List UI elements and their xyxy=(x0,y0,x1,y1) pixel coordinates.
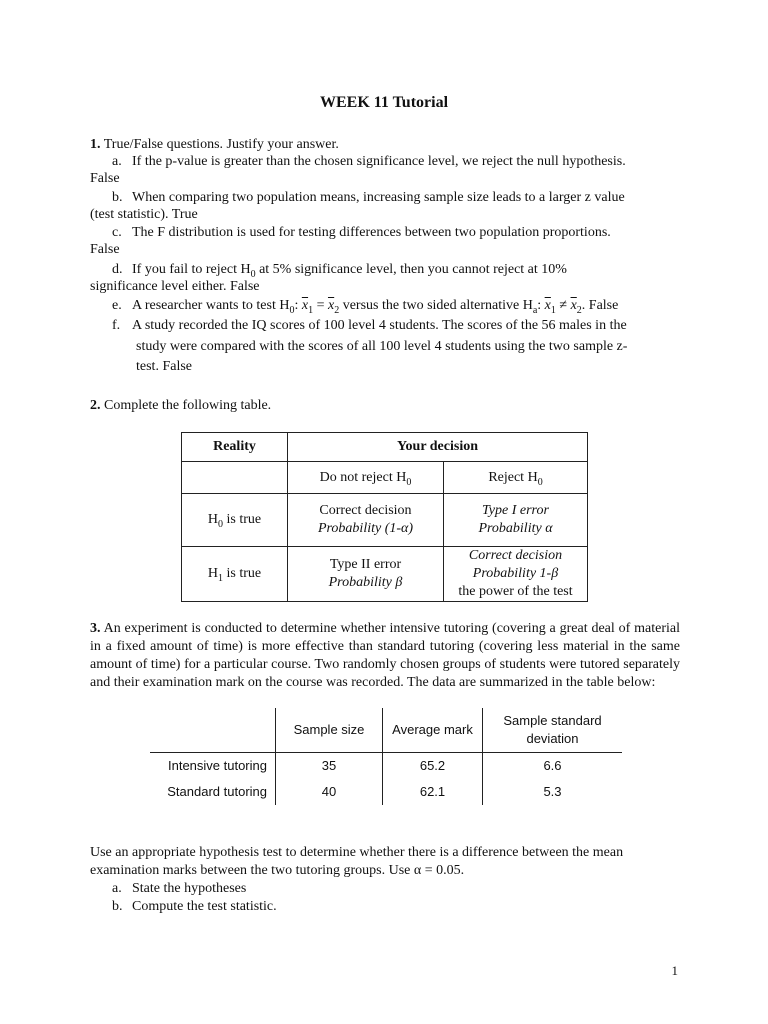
sample-size-cell: 35 xyxy=(276,753,383,780)
q2-prompt xyxy=(90,397,271,415)
q1b-letter: b. xyxy=(112,190,123,205)
q1c-letter: c. xyxy=(112,225,122,240)
h0-symbol: H xyxy=(207,512,218,527)
q1a-text: If the p-value is greater than the chosen significance level, we reject the null hypothesis. xyxy=(132,154,626,169)
sample-sd-header xyxy=(483,708,623,753)
sd-cell: 5.3 xyxy=(543,784,562,799)
q3a xyxy=(112,880,246,898)
cell-correct-decision-1 xyxy=(288,494,444,547)
c22-line1: Correct decision xyxy=(468,548,563,563)
q1-prompt xyxy=(90,136,339,154)
cell-type-2-error xyxy=(288,547,444,602)
q1f-line3: test. False xyxy=(136,359,192,374)
average-mark-cell: 65.2 xyxy=(383,753,483,780)
q3a-letter: a. xyxy=(112,881,122,896)
q1c-answer: False xyxy=(90,242,120,257)
q1d-cont: significance level either. False xyxy=(90,279,260,294)
reject-header: Reject $H_0$ xyxy=(444,462,588,494)
q3b-letter: b. xyxy=(112,899,123,914)
q3-number: 3. xyxy=(90,621,101,636)
table-row xyxy=(150,779,622,805)
q1d-text-pre: If you fail to reject H xyxy=(132,262,251,277)
q1c-text: The F distribution is used for testing differences between two population proportions. xyxy=(132,225,611,240)
q1e: e. A researcher wants to test $H_0$: $\overline{x}_1 = \overline{x}_2$ versus the two sided alternative $H_a$: $\overline{x}_1 \ne \overline{x}_2$. False xyxy=(112,298,619,316)
sd-cell: 6.6 xyxy=(543,758,562,773)
q1d: d. If you fail to reject $H_0$ at 5% significance level, then you cannot reject at 10% xyxy=(112,262,567,280)
reality-header: Reality xyxy=(182,433,288,462)
do-not-reject-label: Do not reject H xyxy=(319,469,407,485)
q3-prompt xyxy=(90,620,680,692)
do-not-reject-header: Do not reject $H_0$ xyxy=(288,462,444,494)
average-mark-cell: 62.1 xyxy=(383,779,483,805)
q1b-cont: (test statistic). True xyxy=(90,207,198,222)
c11-line2: Probability (1-α) xyxy=(317,521,414,536)
c22-line2: Probability 1-β xyxy=(472,566,559,581)
sample-size-header: Sample size xyxy=(276,708,383,753)
sample-size-cell: 40 xyxy=(276,779,383,805)
your-decision-header: Your decision xyxy=(288,433,588,462)
page-number: 1 xyxy=(671,963,678,978)
q1e-text-mid: versus the two sided alternative H xyxy=(339,298,533,313)
c12-line2: Probability α xyxy=(478,521,553,536)
sd-header-line2: deviation xyxy=(526,731,579,746)
q3-instruction-line2: examination marks between the two tutoring groups. Use α = 0.05. xyxy=(90,863,465,878)
blank-header xyxy=(150,708,276,753)
c21-line1: Type II error xyxy=(329,557,402,572)
decision-table xyxy=(181,432,588,602)
q1a-letter: a. xyxy=(112,154,122,169)
q3-text: An experiment is conducted to determine whether intensive tutoring (covering a great deal of material in a fixed amount of time) is more effective than standard tutoring (covering less material in the same amount of time) for a particular course. Two randomly chosen groups of students were tutored separately and their examination mark on the course was recorded. The data are summarized in the table below: xyxy=(90,621,680,690)
h1-true-label: $H_1$ is true xyxy=(182,547,288,602)
page-title: WEEK 11 Tutorial xyxy=(319,94,449,111)
q1a xyxy=(112,153,626,171)
row-label: Intensive tutoring xyxy=(150,753,276,780)
q3b xyxy=(112,898,277,916)
q1f-line1: A study recorded the IQ scores of 100 level 4 students. The scores of the 56 males in the xyxy=(132,318,627,333)
q1a-answer: False xyxy=(90,171,120,186)
q1b xyxy=(112,189,625,207)
tutoring-data-table xyxy=(150,708,622,805)
c22-line3: the power of the test xyxy=(458,584,573,599)
cell-correct-decision-2 xyxy=(444,547,588,602)
q1-number: 1. xyxy=(90,137,101,152)
q1e-letter: e. xyxy=(112,298,122,313)
c11-line1: Correct decision xyxy=(319,503,412,518)
h0-true-label: $H_0$ is true xyxy=(182,494,288,547)
row-label: Standard tutoring xyxy=(150,779,276,805)
q1f xyxy=(112,317,627,335)
sd-header-line1: Sample standard xyxy=(503,713,602,728)
average-mark-header: Average mark xyxy=(383,708,483,753)
q1f-letter: f. xyxy=(112,318,121,333)
h1-symbol: H xyxy=(207,566,218,581)
h1-suffix: is true xyxy=(223,566,262,581)
q1f-line2: study were compared with the scores of all 100 level 4 students using the two sample z- xyxy=(136,339,628,354)
empty-cell xyxy=(182,462,288,494)
reject-label: Reject H xyxy=(488,469,538,485)
q3b-text: Compute the test statistic. xyxy=(132,899,277,914)
table-row xyxy=(150,753,622,780)
q1b-text: When comparing two population means, increasing sample size leads to a larger z value xyxy=(132,190,625,205)
c12-line1: Type I error xyxy=(482,503,549,518)
c21-line2: Probability β xyxy=(328,575,403,590)
q1e-text-post: . False xyxy=(581,298,619,313)
q1d-text-post: at 5% significance level, then you cannot reject at 10% xyxy=(255,262,567,277)
q1d-letter: d. xyxy=(112,262,123,277)
q1c xyxy=(112,224,611,242)
q2-number: 2. xyxy=(90,398,101,413)
q1-text: True/False questions. Justify your answer. xyxy=(100,137,339,152)
q1e-text-pre: A researcher wants to test H xyxy=(132,298,290,313)
q2-text: Complete the following table. xyxy=(100,398,272,413)
cell-type-1-error xyxy=(444,494,588,547)
q3a-text: State the hypotheses xyxy=(132,881,247,896)
q3-instruction-line1: Use an appropriate hypothesis test to determine whether there is a difference between the mean xyxy=(90,845,624,860)
h0-suffix: is true xyxy=(223,512,262,527)
